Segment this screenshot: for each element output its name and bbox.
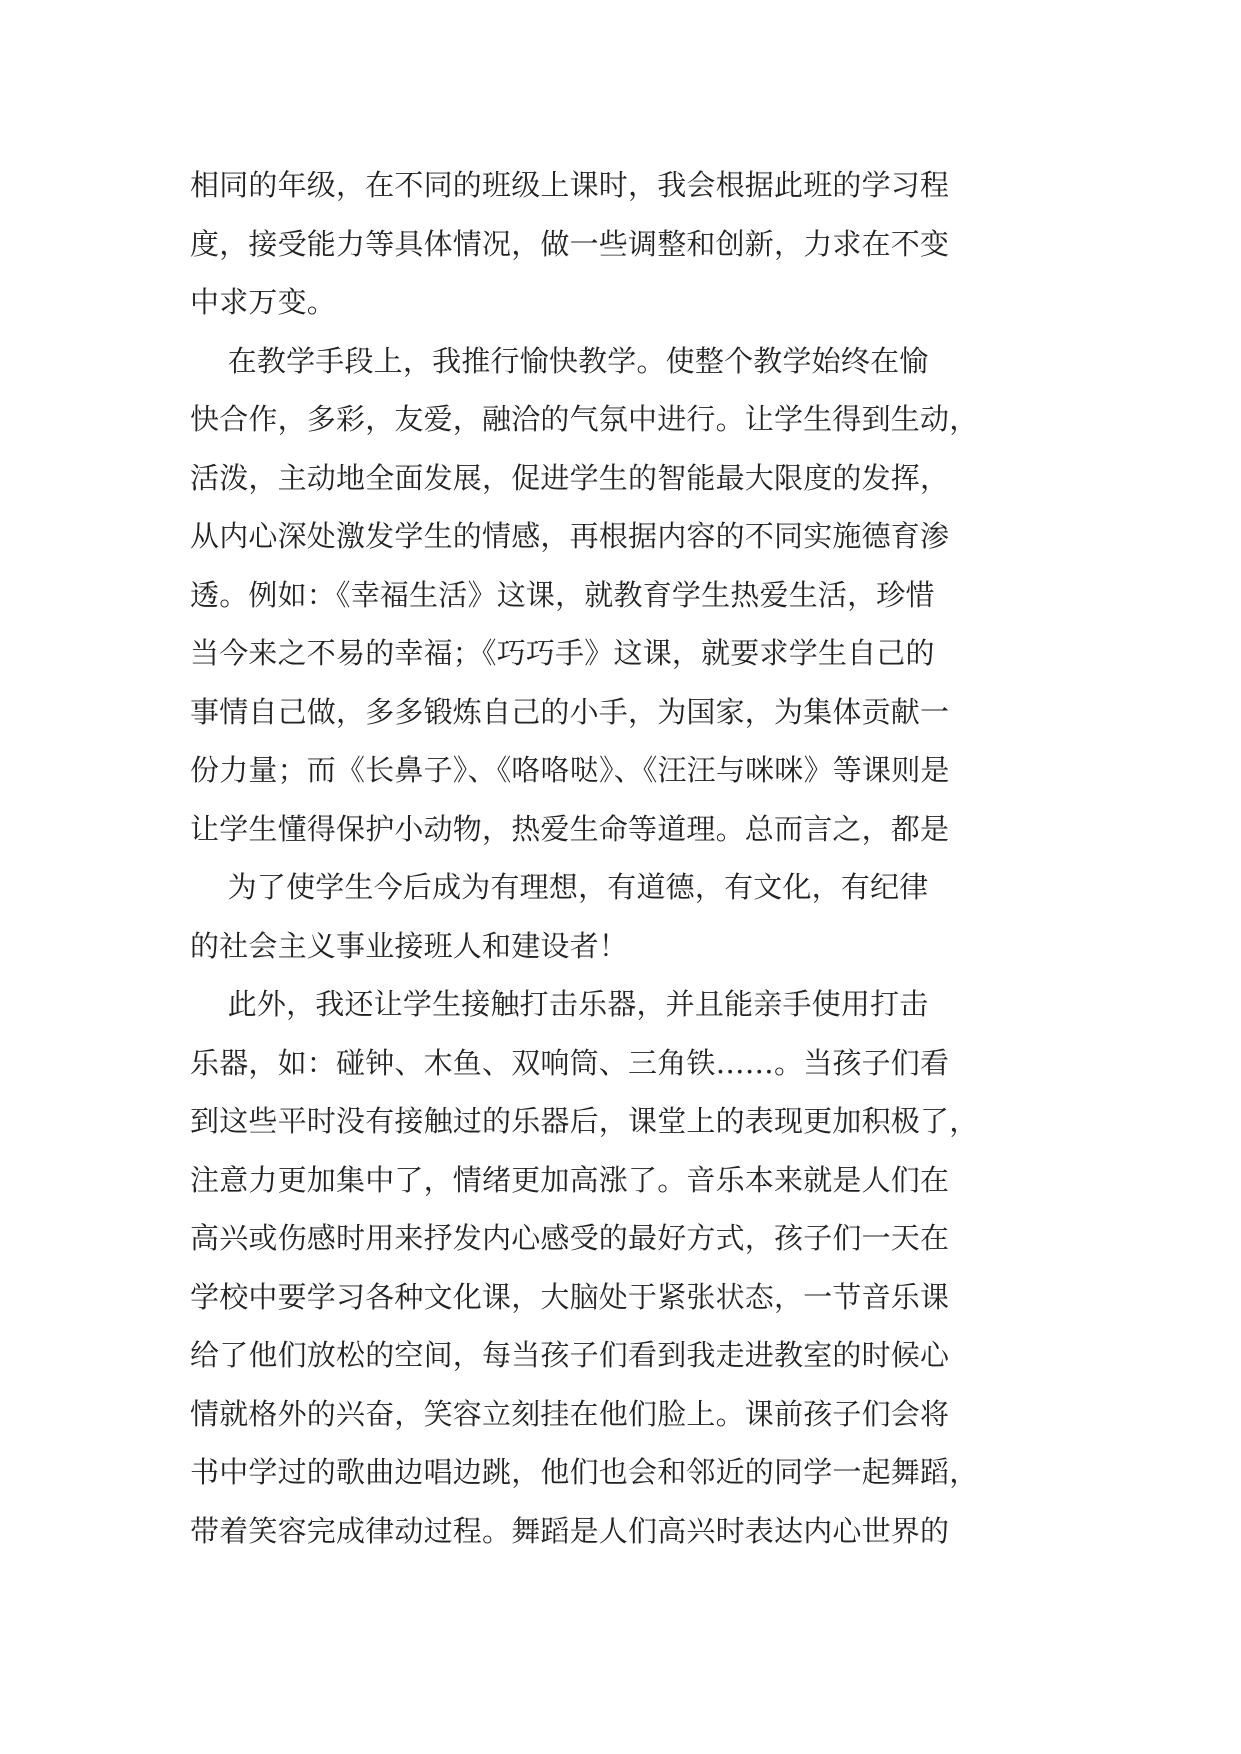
text-line: 当今来之不易的幸福；《巧巧手》这课，就要求学生自己的	[190, 636, 935, 670]
body-text	[190, 156, 1052, 1560]
text-line: 份力量；而《长鼻子》、《咯咯哒》、《汪汪与咪咪》等课则是	[190, 753, 950, 787]
text-line: 让学生懂得保护小动物，热爱生命等道理。总而言之，都是	[190, 811, 950, 846]
text-line: 中求万变。	[190, 285, 337, 319]
text-line: 相同的年级，在不同的班级上课时，我会根据此班的学习程	[190, 168, 950, 202]
text-line: 在教学手段上，我推行愉快教学。使整个教学始终在愉	[190, 343, 929, 378]
text-line: 透。例如：《幸福生活》这课，就教育学生热爱生活，珍惜	[190, 577, 935, 612]
text-line: 从内心深处激发学生的情感，再根据内容的不同实施德育渗	[190, 519, 950, 553]
text-line: 此外，我还让学生接触打击乐器，并且能亲手使用打击	[190, 987, 929, 1021]
text-line: 书中学过的歌曲边唱边跳，他们也会和邻近的同学一起舞蹈，	[190, 1455, 979, 1489]
text-line: 到这些平时没有接触过的乐器后，课堂上的表现更加积极了，	[190, 1104, 979, 1138]
text-line: 学校中要学习各种文化课，大脑处于紧张状态，一节音乐课	[190, 1279, 950, 1314]
text-line: 的社会主义事业接班人和建设者！	[190, 928, 629, 963]
text-line: 带着笑容完成律动过程。舞蹈是人们高兴时表达内心世界的	[190, 1513, 950, 1548]
text-line: 度，接受能力等具体情况，做一些调整和创新，力求在不变	[190, 226, 950, 261]
text-line: 乐器，如：碰钟、木鱼、双响筒、三角铁……。当孩子们看	[190, 1045, 950, 1080]
text-line: 事情自己做，多多锻炼自己的小手，为国家，为集体贡献一	[190, 694, 950, 729]
text-line: 给了他们放松的空间，每当孩子们看到我走进教室的时候心	[190, 1338, 950, 1372]
text-line: 高兴或伤感时用来抒发内心感受的最好方式，孩子们一天在	[190, 1221, 950, 1255]
text-line: 活泼，主动地全面发展，促进学生的智能最大限度的发挥，	[190, 460, 950, 495]
text-line: 快合作，多彩，友爱，融洽的气氛中进行。让学生得到生动，	[190, 402, 979, 436]
text-line: 情就格外的兴奋，笑容立刻挂在他们脸上。课前孩子们会将	[190, 1396, 950, 1431]
text-line: 为了使学生今后成为有理想，有道德，有文化，有纪律	[190, 870, 929, 904]
text-line: 注意力更加集中了，情绪更加高涨了。音乐本来就是人们在	[190, 1162, 950, 1197]
